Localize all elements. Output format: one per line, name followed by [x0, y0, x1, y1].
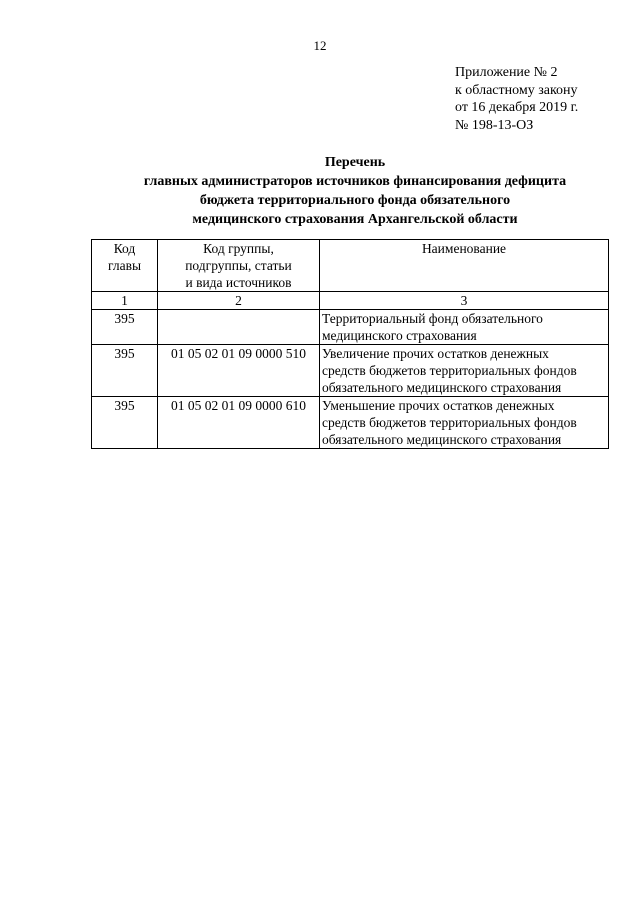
row-name: [320, 310, 609, 345]
header-code: [92, 240, 158, 292]
appendix-header: [455, 64, 578, 134]
header-text: подгруппы, статьи: [185, 258, 292, 273]
row-group-code: [158, 310, 320, 345]
appendix-line: № 198-13-ОЗ: [455, 117, 534, 133]
row-name-line: Увеличение прочих остатков денежных: [322, 346, 549, 361]
row-name-line: медицинского страхования: [322, 328, 477, 343]
administrators-table: [91, 239, 609, 449]
header-group-code: [158, 240, 320, 292]
table-row: [92, 310, 609, 345]
column-number: 2: [158, 292, 320, 310]
row-code: 395: [92, 345, 158, 397]
appendix-line: Приложение № 2: [455, 65, 558, 80]
header-name: Наименование: [320, 240, 609, 292]
row-code: 395: [92, 310, 158, 345]
row-code: 395: [92, 397, 158, 449]
table-header-row: [92, 240, 609, 292]
table-row: [92, 397, 609, 449]
row-name-line: Территориальный фонд обязательного: [322, 311, 543, 326]
title-line: главных администраторов источников финансирования дефицита: [143, 174, 567, 189]
title-line: бюджета территориального фонда обязательного: [199, 193, 511, 208]
title-line: Перечень: [324, 155, 386, 170]
title-line: медицинского страхования Архангельской области: [192, 212, 518, 227]
row-name-line: обязательного медицинского страхования: [322, 432, 562, 447]
document-title: [60, 153, 640, 229]
header-text: Код группы,: [203, 241, 274, 256]
column-number: 3: [320, 292, 609, 310]
page-number: 12: [313, 38, 327, 53]
column-number: 1: [92, 292, 158, 310]
row-name-line: средств бюджетов территориальных фондов: [322, 415, 577, 430]
header-text: главы: [107, 258, 142, 273]
table-row: [92, 345, 609, 397]
row-name: [320, 345, 609, 397]
appendix-line: к областному закону: [455, 82, 578, 98]
row-name-line: обязательного медицинского страхования: [322, 380, 562, 395]
row-name-line: Уменьшение прочих остатков денежных: [322, 398, 555, 413]
row-group-code: 01 05 02 01 09 0000 510: [158, 345, 320, 397]
header-text: Код: [113, 241, 136, 256]
row-group-code: 01 05 02 01 09 0000 610: [158, 397, 320, 449]
appendix-line: от 16 декабря 2019 г.: [455, 100, 579, 115]
header-text: и вида источников: [185, 275, 292, 290]
column-number-row: [92, 292, 609, 310]
row-name-line: средств бюджетов территориальных фондов: [322, 363, 577, 378]
row-name: [320, 397, 609, 449]
